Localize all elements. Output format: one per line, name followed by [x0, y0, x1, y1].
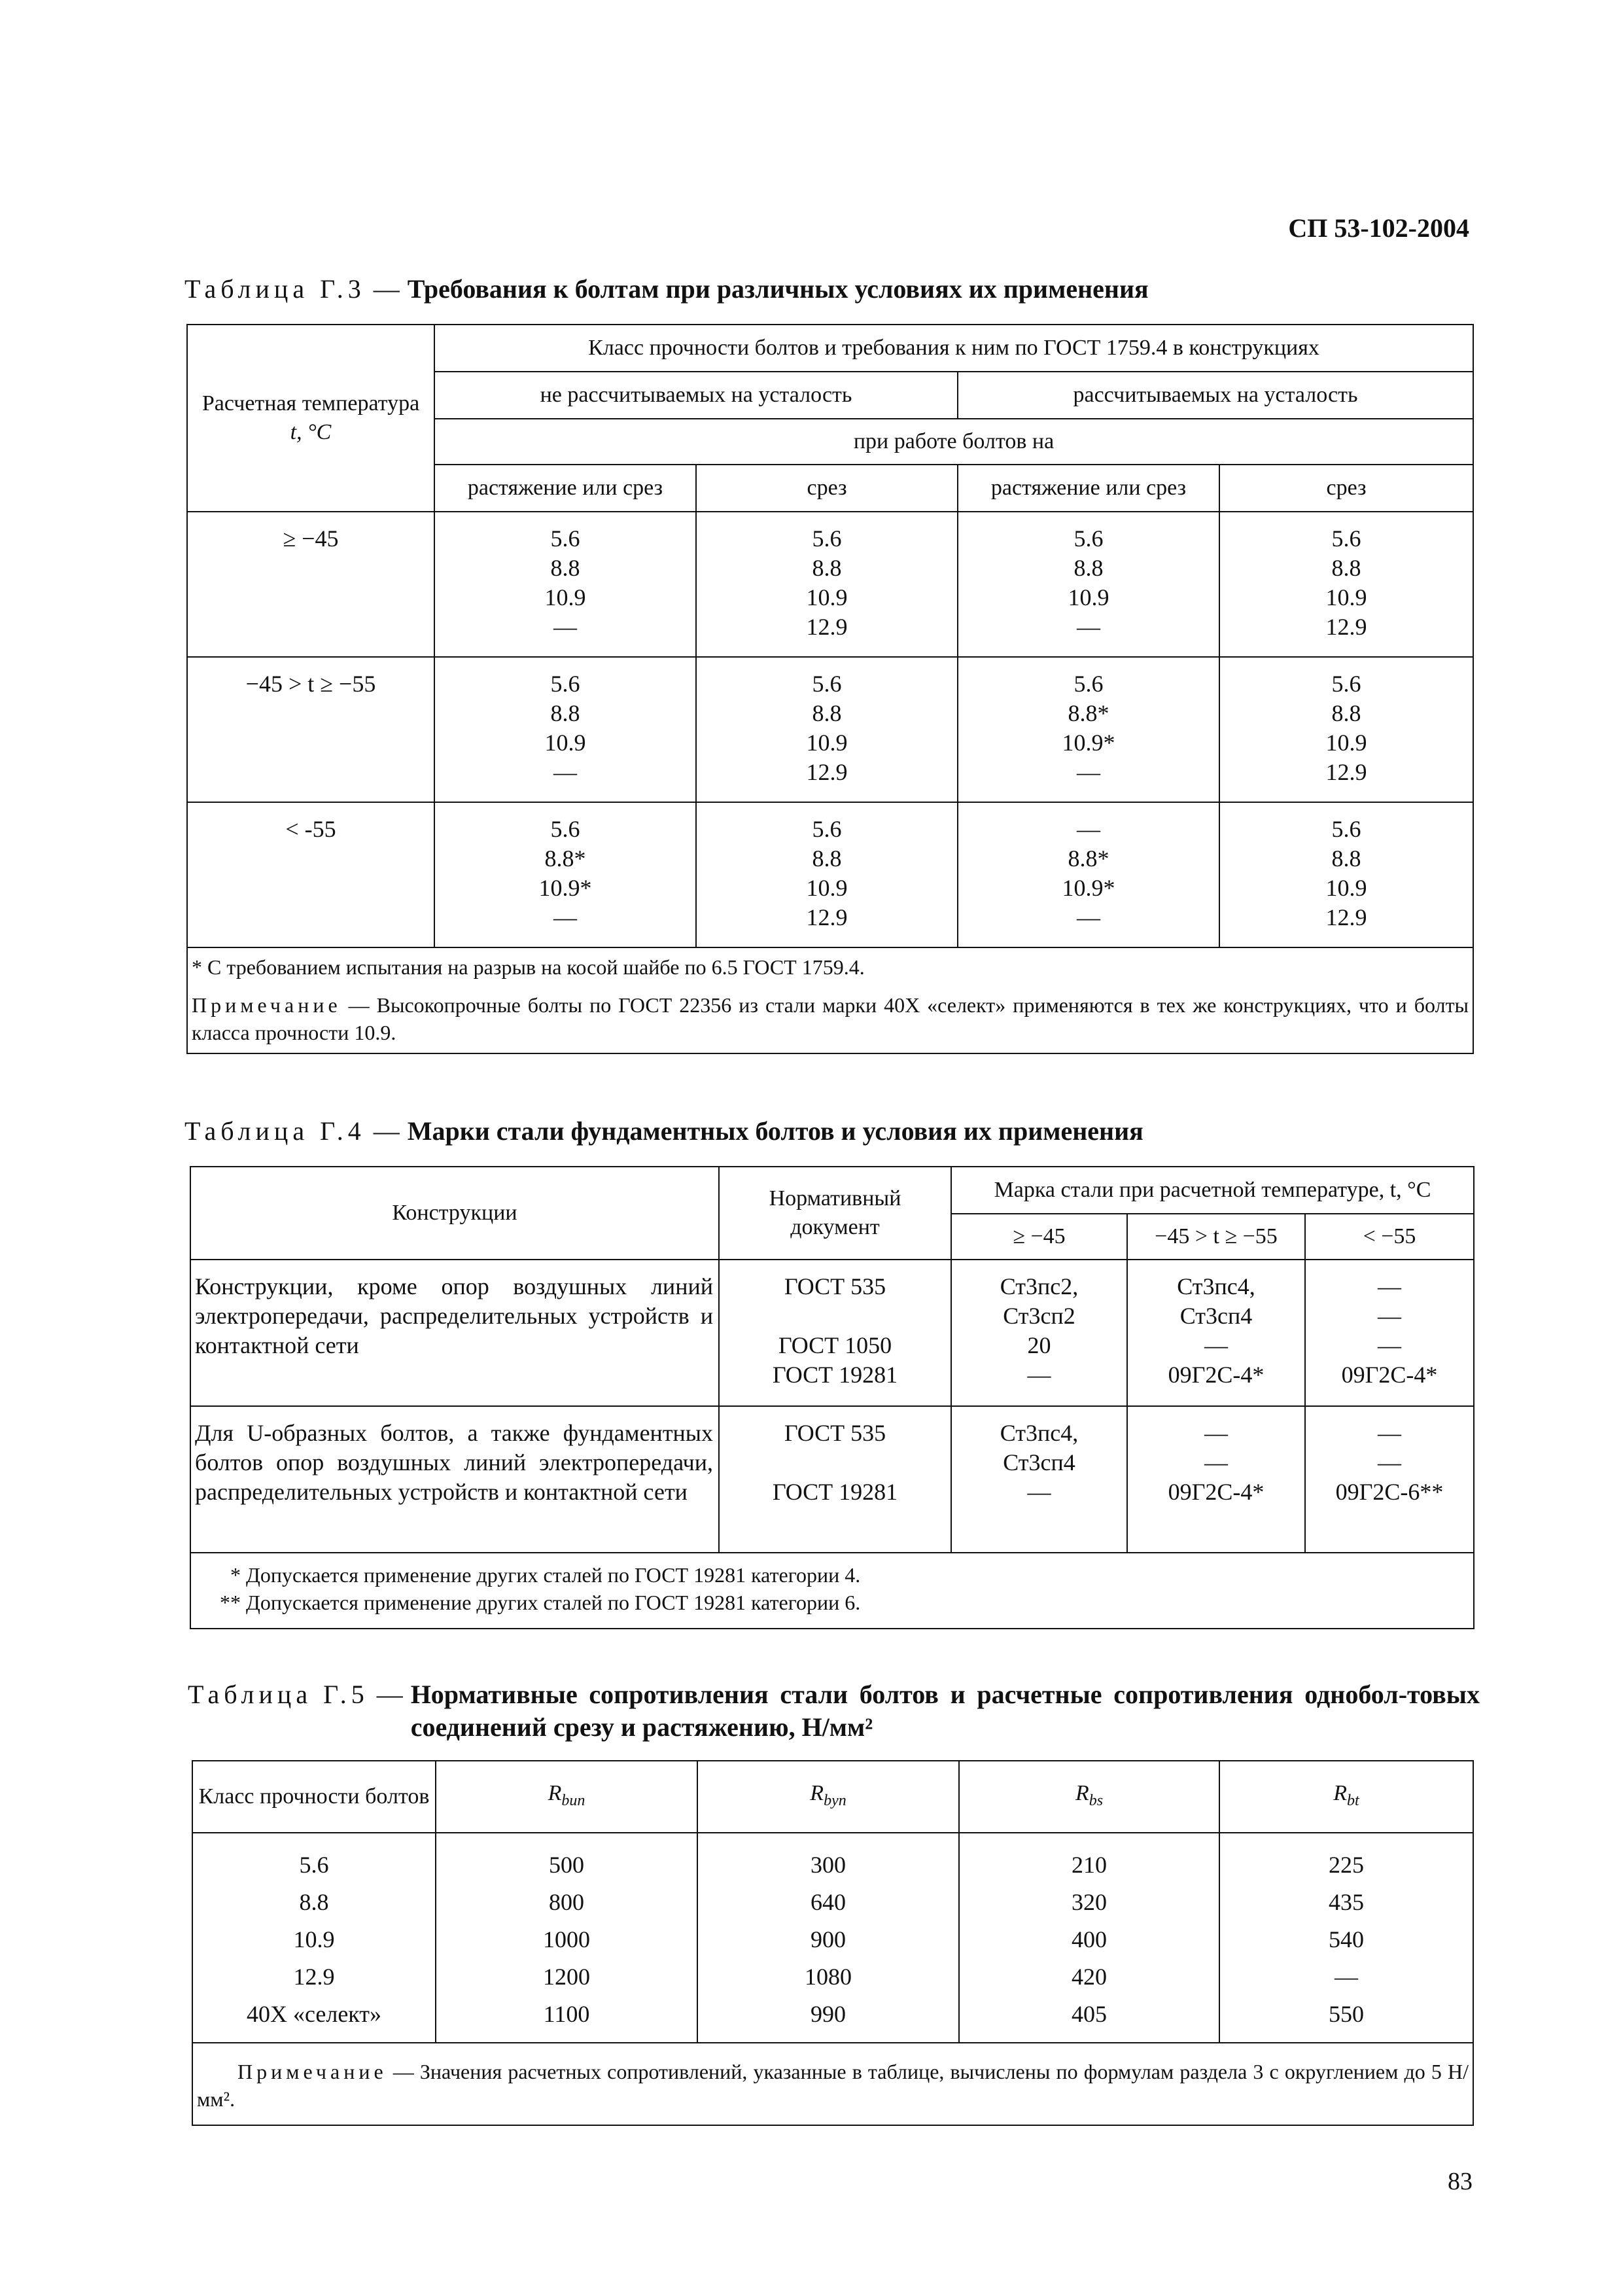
g5-header-rbyn [697, 1761, 959, 1833]
value: 5.6 [1331, 671, 1361, 697]
value: — [1378, 1273, 1401, 1299]
value: ГОСТ 1050 [778, 1332, 892, 1358]
table-g5 [192, 1760, 1474, 2126]
value: Ст3сп2 [1003, 1303, 1075, 1329]
value: 8.8 [550, 555, 580, 581]
value: Ст3пс4, [1177, 1273, 1255, 1299]
value: 10.9 [1325, 730, 1367, 756]
value: 10.9 [1068, 584, 1109, 610]
value: 09Г2С-6** [1335, 1479, 1444, 1505]
g4-row1-t1 [951, 1260, 1127, 1406]
value: — [1378, 1420, 1401, 1446]
g3-header-fatigue: рассчитываемых на усталость [958, 372, 1473, 419]
g3-footnote: * С требованием испытания на разрыв на косой шайбе по 6.5 ГОСТ 1759.4. [192, 955, 865, 979]
value: 10.9* [1062, 875, 1115, 901]
g3-row3-cell1 [434, 802, 696, 947]
value: 435 [1329, 1889, 1364, 1915]
value: — [1027, 1479, 1051, 1505]
table-g4-label: Таблица Г.4 [184, 1116, 366, 1146]
subscript: bun [561, 1792, 585, 1809]
value: 5.6 [1073, 671, 1104, 697]
value: 12.9 [1325, 904, 1367, 930]
table-row [190, 1260, 1474, 1406]
value: 5.6 [812, 816, 842, 842]
table-g3-dash: — [373, 274, 400, 304]
table-g3 [186, 324, 1474, 1054]
g3-header-class: Класс прочности болтов и требования к ним по ГОСТ 1759.4 в конструкциях [434, 325, 1473, 372]
symbol: R [810, 1780, 824, 1805]
value: — [1378, 1449, 1401, 1475]
value: 8.8 [1073, 555, 1104, 581]
table-row [192, 1833, 1473, 2043]
g5-header-class: Класс прочности болтов [192, 1761, 436, 1833]
value: — [553, 904, 577, 930]
g4-row2-construction: Для U-образных болтов, а также фундаментных болтов опор воздушных линий электропередачи, распределительных устройств и контактной сети [190, 1406, 719, 1553]
g3-header-work: при работе болтов на [434, 419, 1473, 465]
g3-note [192, 991, 1469, 1046]
value: 900 [811, 1926, 846, 1952]
g3-header-not-fatigue: не рассчитываемых на усталость [434, 372, 958, 419]
g4-row1-t2 [1127, 1260, 1305, 1406]
g4-row2-t3 [1305, 1406, 1474, 1553]
g3-header-col2: срез [696, 465, 958, 512]
value: 1200 [543, 1964, 590, 1990]
table-g3-label: Таблица Г.3 [184, 274, 366, 304]
value: 09Г2С-4* [1341, 1362, 1438, 1388]
value: 1080 [805, 1964, 852, 1990]
g4-header-constructions: Конструкции [190, 1167, 719, 1260]
value: 09Г2С-4* [1168, 1479, 1265, 1505]
g5-col-rbs [959, 1833, 1219, 2043]
value: — [1378, 1332, 1401, 1358]
value: 12.9 [806, 904, 848, 930]
g3-note-label: Примечание [192, 993, 341, 1017]
value: ГОСТ 19281 [772, 1362, 898, 1388]
g3-row3-cell4 [1219, 802, 1473, 947]
value: 1000 [543, 1926, 590, 1952]
g3-notes [187, 947, 1473, 1053]
g3-header-col1: растяжение или срез [434, 465, 696, 512]
value: 8.8* [1068, 700, 1109, 726]
g3-row1-temp: ≥ −45 [187, 512, 434, 657]
g3-row1-cell3 [958, 512, 1219, 657]
value: 5.6 [1331, 525, 1361, 552]
value: — [1378, 1303, 1401, 1329]
value: 8.8 [812, 700, 842, 726]
value: ГОСТ 535 [784, 1420, 886, 1446]
g4-row2-t2 [1127, 1406, 1305, 1553]
value: — [553, 614, 577, 640]
value: — [1077, 614, 1100, 640]
table-g4-dash: — [373, 1116, 400, 1146]
subscript: bs [1089, 1792, 1104, 1809]
g5-note [197, 2058, 1469, 2113]
value: 09Г2С-4* [1168, 1362, 1265, 1388]
g5-header-rbun [436, 1761, 697, 1833]
value: 8.8 [812, 555, 842, 581]
value: 12.9 [806, 759, 848, 785]
value: 500 [549, 1852, 584, 1878]
g3-header-temp [187, 325, 434, 512]
value: 10.9 [806, 584, 848, 610]
g5-notes [192, 2043, 1473, 2125]
g5-note-text: — Значения расчетных сопротивлений, указанные в таблице, вычислены по формулам раздела 3 с округлением до 5 Н/мм². [197, 2060, 1469, 2111]
table-g4 [190, 1166, 1475, 1629]
value: 12.9 [806, 614, 848, 640]
value: — [553, 759, 577, 785]
table-row [187, 512, 1473, 657]
g4-row1-docs [719, 1260, 951, 1406]
value: 990 [811, 2001, 846, 2027]
g3-row1-cell4 [1219, 512, 1473, 657]
value: 300 [811, 1852, 846, 1878]
value: 5.6 [1073, 525, 1104, 552]
value: 550 [1329, 2001, 1364, 2027]
value: 20 [1027, 1332, 1051, 1358]
value: 10.9 [1325, 584, 1367, 610]
value: 8.8 [1331, 555, 1361, 581]
value: 5.6 [812, 525, 842, 552]
table-row [190, 1406, 1474, 1553]
document-code: СП 53-102-2004 [1288, 213, 1469, 243]
value: 210 [1072, 1852, 1107, 1878]
value: 5.6 [1331, 816, 1361, 842]
g5-note-label: Примечание [237, 2060, 387, 2083]
value: 640 [811, 1889, 846, 1915]
value: 12.9 [1325, 759, 1367, 785]
value: 320 [1072, 1889, 1107, 1915]
g5-col-rbun [436, 1833, 697, 2043]
g5-col-rbyn [697, 1833, 959, 2043]
subscript: byn [824, 1792, 846, 1809]
g3-header-temp-line1: Расчетная температура [201, 391, 420, 415]
table-g4-title: Марки стали фундаментных болтов и условия их применения [407, 1116, 1143, 1146]
table-row [187, 657, 1473, 802]
g4-footnote-1: * Допускается применение других сталей по ГОСТ 19281 категории 4. [230, 1563, 861, 1587]
value: 400 [1072, 1926, 1107, 1952]
value: 8.8 [1331, 700, 1361, 726]
g5-header-rbt [1219, 1761, 1473, 1833]
value: — [1077, 904, 1100, 930]
g3-row3-temp: < -55 [187, 802, 434, 947]
table-g5-title: Нормативные сопротивления стали болтов и расчетные сопротивления однобол-товых соединений срезу и растяжению, Н/мм² [410, 1680, 1480, 1742]
value: 5.6 [550, 671, 580, 697]
value: — [1204, 1420, 1228, 1446]
value: Ст3пс4, [1000, 1420, 1079, 1446]
value: Ст3пс2, [1000, 1273, 1079, 1299]
value: 5.6 [550, 525, 580, 552]
value: — [1335, 1964, 1358, 1990]
table-row [187, 802, 1473, 947]
symbol: R [548, 1780, 562, 1805]
value: 10.9 [806, 875, 848, 901]
value [724, 1301, 947, 1331]
g4-header-temp1: ≥ −45 [951, 1214, 1127, 1260]
value: Ст3сп4 [1179, 1303, 1253, 1329]
subscript: bt [1347, 1792, 1359, 1809]
g3-row2-temp: −45 > t ≥ −55 [187, 657, 434, 802]
value: 10.9 [544, 730, 586, 756]
g4-footnote-2: ** Допускается применение других сталей по ГОСТ 19281 категории 6. [220, 1591, 861, 1614]
value: 8.8 [550, 700, 580, 726]
value: 10.9* [1062, 730, 1115, 756]
g3-note-text: — Высокопрочные болты по ГОСТ 22356 из стали марки 40Х «селект» применяются в тех же конструкциях, что и болты класса прочности 10.9. [192, 993, 1469, 1044]
value: — [1077, 816, 1100, 842]
table-g5-caption [188, 1678, 1480, 1744]
g4-header-temp2: −45 > t ≥ −55 [1127, 1214, 1305, 1260]
value: 10.9 [1325, 875, 1367, 901]
g3-header-col4: срез [1219, 465, 1473, 512]
value: 8.8* [544, 845, 586, 872]
g3-row3-cell3 [958, 802, 1219, 947]
value: 8.8 [299, 1889, 329, 1915]
value: ГОСТ 19281 [772, 1479, 898, 1505]
page-number: 83 [1448, 2168, 1473, 2195]
value [724, 1448, 947, 1477]
value: 8.8* [1068, 845, 1109, 872]
g4-row2-docs [719, 1406, 951, 1553]
g4-row1-construction: Конструкции, кроме опор воздушных линий электропередачи, распределительных устройств и контактной сети [190, 1260, 719, 1406]
g5-col-rbt [1219, 1833, 1473, 2043]
value: Ст3сп4 [1003, 1449, 1075, 1475]
g3-row2-cell3 [958, 657, 1219, 802]
g4-header-temp3: < −55 [1305, 1214, 1474, 1260]
g3-row1-cell2 [696, 512, 958, 657]
value: — [1077, 759, 1100, 785]
g5-col-class [192, 1833, 436, 2043]
value: 1100 [543, 2001, 590, 2027]
table-g3-caption [184, 273, 1480, 306]
value: 10.9 [806, 730, 848, 756]
table-g4-caption [184, 1115, 1480, 1148]
g4-row1-t3 [1305, 1260, 1474, 1406]
table-g5-dash: — [376, 1680, 403, 1709]
value: 5.6 [550, 816, 580, 842]
value: 420 [1072, 1964, 1107, 1990]
value: 10.9 [293, 1926, 335, 1952]
value: 5.6 [812, 671, 842, 697]
g3-header-col3: растяжение или срез [958, 465, 1219, 512]
g4-row2-t1 [951, 1406, 1127, 1553]
value: 12.9 [1325, 614, 1367, 640]
value: 8.8 [812, 845, 842, 872]
g5-header-rbs [959, 1761, 1219, 1833]
g3-row2-cell2 [696, 657, 958, 802]
symbol: R [1333, 1780, 1348, 1805]
g3-row2-cell1 [434, 657, 696, 802]
table-g5-label: Таблица Г.5 [188, 1680, 369, 1709]
g3-header-temp-line2: t, °С [290, 420, 332, 444]
value: — [1027, 1362, 1051, 1388]
value: 800 [549, 1889, 584, 1915]
value: 40Х «селект» [246, 2001, 382, 2027]
value: 225 [1329, 1852, 1364, 1878]
value: 12.9 [293, 1964, 335, 1990]
g3-row1-cell1 [434, 512, 696, 657]
value: 10.9 [544, 584, 586, 610]
table-g3-title: Требования к болтам при различных условиях их применения [407, 274, 1149, 304]
value: — [1204, 1332, 1228, 1358]
g3-row2-cell4 [1219, 657, 1473, 802]
g4-header-steel: Марка стали при расчетной температуре, t, °С [951, 1167, 1474, 1214]
value: 540 [1329, 1926, 1364, 1952]
value: 5.6 [299, 1852, 329, 1878]
value: 10.9* [538, 875, 592, 901]
value: — [1204, 1449, 1228, 1475]
symbol: R [1075, 1780, 1089, 1805]
value: ГОСТ 535 [784, 1273, 886, 1299]
g4-notes [190, 1553, 1474, 1629]
g3-row3-cell2 [696, 802, 958, 947]
value: 8.8 [1331, 845, 1361, 872]
g4-header-normdoc: Нормативный документ [719, 1167, 951, 1260]
value: 405 [1072, 2001, 1107, 2027]
